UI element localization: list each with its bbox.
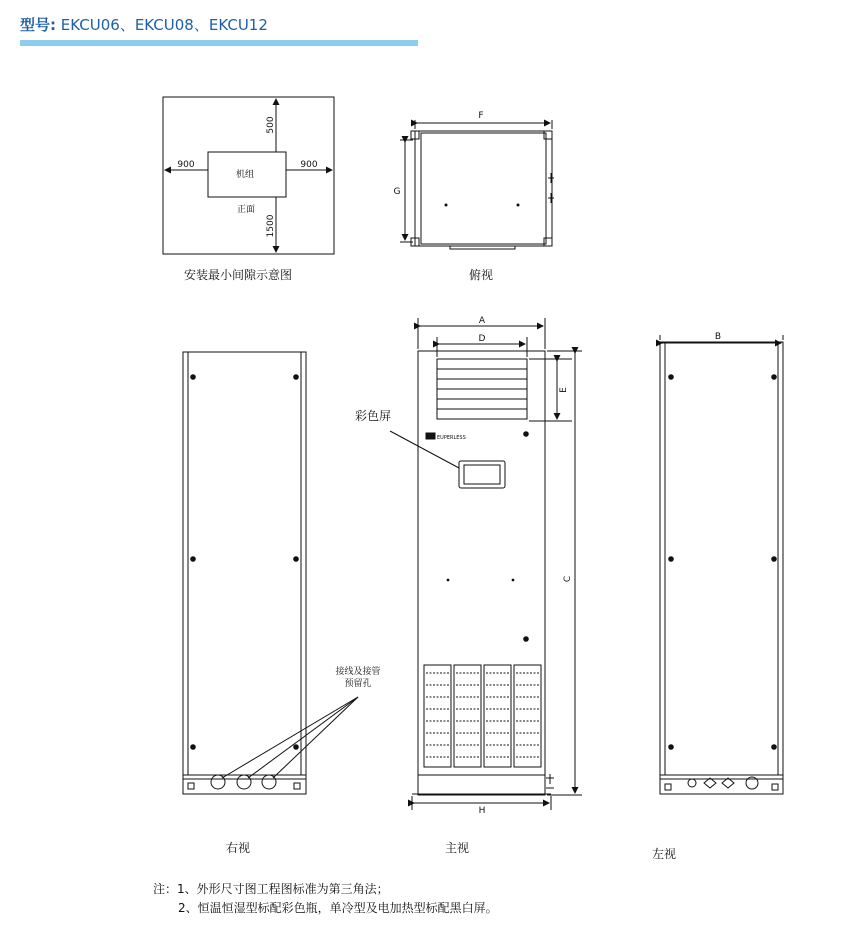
dim-d-label: D [478,334,486,344]
leader-hole-1 [222,697,358,778]
clearance-top-value: 500 [266,116,276,134]
dim-e-label: E [559,387,569,393]
brand-logo-icon [426,433,435,439]
front-view-drawing [390,318,582,810]
brand-text: EUPERLESS [437,435,466,441]
front-valve [546,774,554,788]
top-view-valves [548,173,554,203]
bottom-grille-3 [484,665,511,767]
dim-g-label: G [393,187,401,197]
dim-h-label: H [478,806,486,816]
top-view-drawing [400,120,554,249]
screen-label: 彩色屏 [354,409,392,423]
right-view-caption: 右视 [225,841,251,855]
bottom-grille-1 [424,665,451,767]
note-line-1: 注：1、外形尺寸图工程图标准为第三角法； [153,882,389,896]
holes-label-line1: 接线及接管 [335,667,381,677]
clearance-right-value: 900 [300,160,318,170]
right-view-drawing [183,352,358,794]
note-line-2: 2、恒温恒湿型标配彩色瓶，单冷型及电加热型标配黑白屏。 [178,901,498,915]
clearance-bottom-value: 1500 [266,214,276,238]
dim-a-label: A [478,316,486,326]
top-view-caption: 俯视 [468,268,494,282]
holes-label-line2: 预留孔 [344,679,372,689]
front-label: 正面 [236,205,256,215]
model-label: 型号: [20,16,56,34]
left-view-caption: 左视 [651,847,677,861]
model-list: EKCU06、EKCU08、EKCU12 [60,16,268,34]
left-view-drawing [660,335,783,794]
clearance-left-value: 900 [177,160,195,170]
bottom-grille-2 [454,665,481,767]
bottom-grille-4 [514,665,541,767]
leader-hole-2 [248,697,358,778]
front-view-caption: 主视 [444,841,470,855]
dim-b-label: B [714,332,722,342]
dim-c-label: C [563,575,573,583]
unit-label: 机组 [235,170,255,180]
leader-hole-3 [273,697,358,778]
dim-f-label: F [478,111,484,121]
clearance-caption: 安装最小间隙示意图 [183,268,293,282]
